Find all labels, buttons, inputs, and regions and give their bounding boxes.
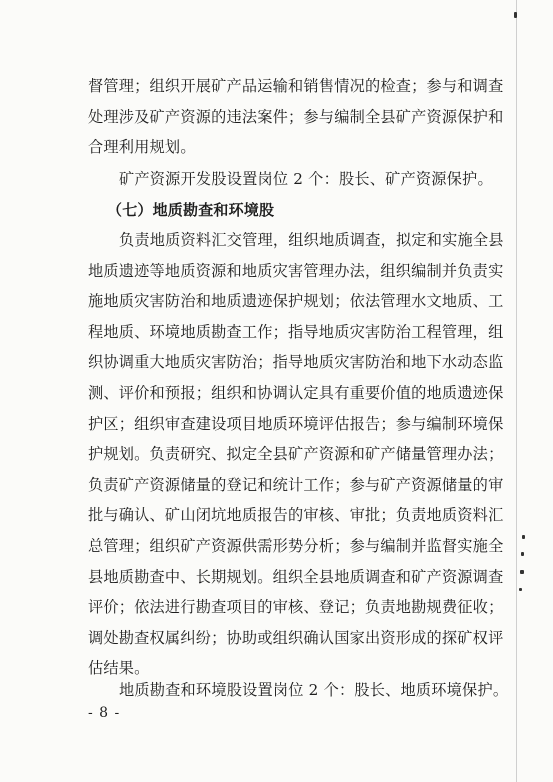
- text-line: 估结果。: [88, 659, 150, 678]
- section-heading: [88, 195, 488, 226]
- text-line: 批与确认、矿山闭坑地质报告的审核、审批；负责地质资料汇: [88, 506, 504, 525]
- text-line: 总管理；组织矿产资源供需形势分析；参与编制并监督实施全: [88, 536, 504, 555]
- text-line: 地质遗迹等地质资源和地质灾害管理办法，组织编制并负责实: [88, 261, 504, 280]
- scan-mark: [519, 588, 522, 591]
- text-line: 施地质灾害防治和地质遗迹保护规划；依法管理水文地质、工: [88, 292, 504, 311]
- page-number: - 8 -: [88, 705, 121, 721]
- positions-note-geology: [88, 675, 509, 706]
- text-line: 程地质、环境地质勘查工作；指导地质灾害防治工程管理，组: [88, 322, 504, 341]
- text-line: 调处勘查权属纠纷；协助或组织确认国家出资形成的探矿权评: [88, 628, 504, 647]
- scan-mark: [514, 12, 517, 18]
- heading-text: （七）地质勘查和环境股: [107, 201, 275, 219]
- scan-mark: [522, 535, 525, 539]
- paragraph-continued: [88, 71, 504, 163]
- text-line: 合理利用规划。: [88, 138, 196, 157]
- text-line: 负责地质资料汇交管理，组织地质调查，拟定和实施全县: [119, 231, 504, 249]
- text-line: 测、评价和预报；组织和协调认定具有重要价值的地质遗迹保: [88, 383, 504, 402]
- text-line: 矿产资源开发股设置岗位 2 个：股长、矿产资源保护。: [119, 170, 493, 188]
- scan-mark: [521, 552, 524, 556]
- text-line: 护规划。负责研究、拟定全县矿产资源和矿产储量管理办法；: [88, 445, 504, 464]
- text-line: 评价；依法进行勘查项目的审核、登记；负责地勘规费征收；: [88, 598, 504, 617]
- paragraph-geology-duties: [88, 225, 504, 684]
- text-line: 护区；组织审查建设项目地质环境评估报告；参与编制环境保: [88, 414, 504, 433]
- text-line: 地质勘查和环境股设置岗位 2 个：股长、地质环境保护。: [119, 681, 509, 699]
- text-line: 处理涉及矿产资源的违法案件；参与编制全县矿产资源保护和: [88, 107, 504, 126]
- scan-edge-line: [516, 0, 517, 782]
- text-line: 督管理；组织开展矿产品运输和销售情况的检查；参与和调查: [88, 77, 504, 95]
- text-line: 织协调重大地质灾害防治；指导地质灾害防治和地下水动态监: [88, 353, 504, 372]
- text-line: 县地质勘查中、长期规划。组织全县地质调查和矿产资源调查: [88, 567, 504, 586]
- scan-mark: [520, 570, 524, 574]
- text-line: 负责矿产资源储量的登记和统计工作；参与矿产资源储量的审: [88, 475, 504, 494]
- positions-note-mining: [88, 164, 493, 195]
